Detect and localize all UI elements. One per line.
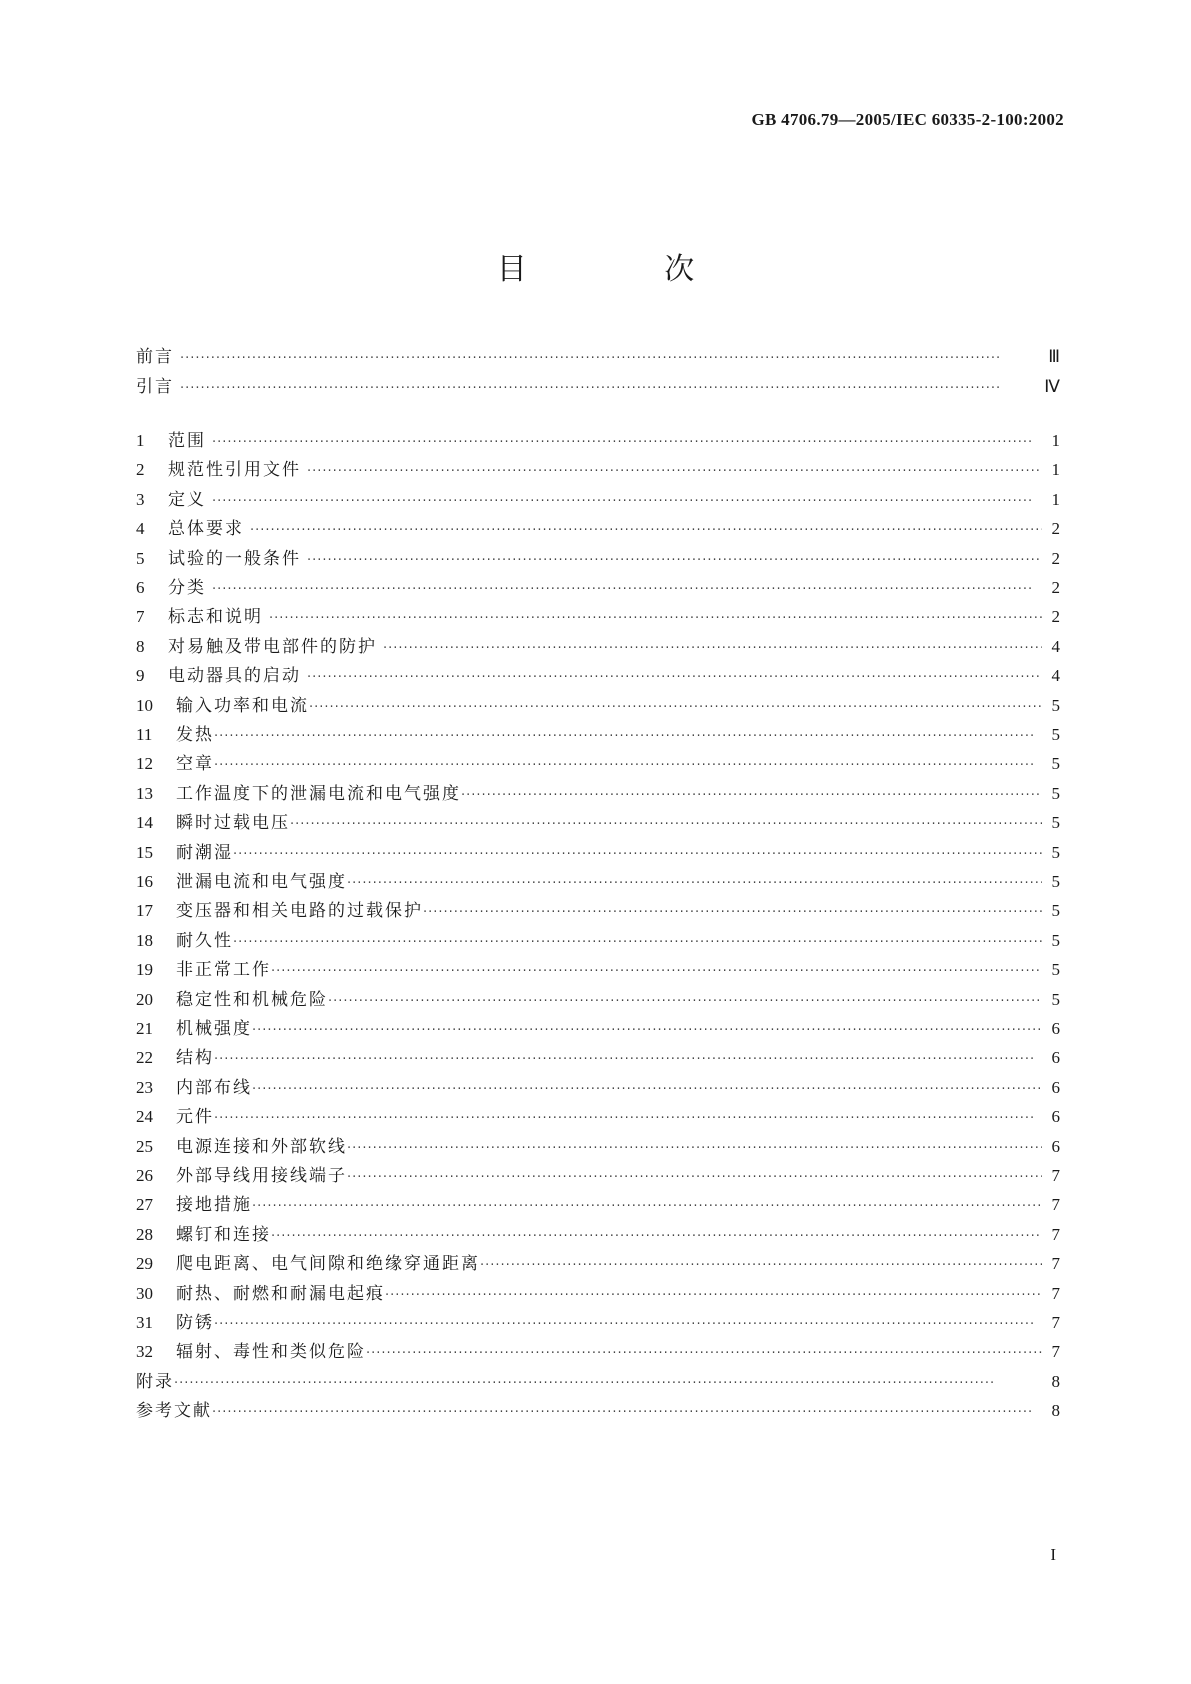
toc-entry-page: 2	[1051, 519, 1060, 539]
standard-code-header: GB 4706.79—2005/IEC 60335-2-100:2002	[751, 110, 1064, 129]
dot-leader	[250, 516, 1042, 546]
toc-entry-label: 瞬时过载电压	[176, 813, 290, 834]
toc-entry-label: 分类	[168, 578, 206, 598]
dot-leader	[347, 1134, 1042, 1164]
toc-chapter-item[interactable]	[136, 661, 1060, 691]
toc-chapter-item[interactable]	[136, 573, 1060, 603]
dot-leader	[307, 457, 1042, 487]
toc-entry-label: 接地措施	[176, 1195, 252, 1216]
toc-chapter-item[interactable]	[136, 808, 1060, 838]
toc-entry-label: 辐射、毒性和类似危险	[176, 1342, 366, 1363]
toc-entry-label: 标志和说明	[168, 607, 263, 628]
toc-chapter-item[interactable]	[136, 926, 1060, 956]
toc-entry-label: 耐久性	[176, 930, 233, 951]
dot-leader	[423, 898, 1042, 928]
toc-entry-page: 5	[1051, 930, 1060, 950]
toc-chapter-item[interactable]	[136, 602, 1060, 632]
toc-entry-page: 5	[1051, 872, 1060, 891]
dot-leader	[307, 546, 1042, 576]
dot-leader	[252, 1016, 1042, 1046]
toc-entry-label: 参考文献	[136, 1401, 212, 1422]
toc-entry-number: 18	[136, 930, 153, 950]
toc-chapter-item[interactable]	[136, 632, 1060, 662]
toc-entry-label: 稳定性和机械危险	[176, 989, 328, 1010]
toc-entry-page: 7	[1051, 1313, 1060, 1332]
toc-entry-number: 6	[136, 578, 145, 597]
toc-entry-number: 23	[136, 1077, 153, 1097]
toc-entry-label: 范围	[168, 431, 206, 451]
dot-leader	[212, 428, 1042, 458]
dot-leader	[328, 987, 1042, 1017]
toc-entry-number: 28	[136, 1224, 153, 1244]
toc-entry-number: 13	[136, 783, 153, 803]
toc-entry-page: 7	[1051, 1166, 1060, 1185]
toc-chapter-item[interactable]	[136, 1043, 1060, 1073]
toc-entry-number: 12	[136, 754, 153, 774]
toc-entry-page: 5	[1051, 989, 1060, 1009]
toc-entry-number: 32	[136, 1342, 153, 1362]
toc-entry-page: 6	[1051, 1019, 1060, 1038]
toc-entry-label: 输入功率和电流	[176, 695, 309, 716]
toc-entry-label: 机械强度	[176, 1019, 252, 1039]
toc-chapter-item[interactable]	[136, 691, 1060, 721]
toc-chapter-item[interactable]	[136, 779, 1060, 809]
toc-entry-label: 附录	[136, 1371, 174, 1392]
toc-entry-label: 爬电距离、电气间隙和绝缘穿通距离	[176, 1254, 480, 1275]
toc-chapter-item[interactable]	[136, 426, 1060, 456]
toc-entry-page: 5	[1051, 783, 1060, 803]
dot-leader	[307, 663, 1042, 693]
toc-entry-label: 总体要求	[168, 519, 244, 540]
dot-leader	[290, 810, 1042, 840]
toc-entry-page: 1	[1051, 489, 1060, 509]
toc-entry-page: 5	[1051, 754, 1060, 774]
toc-chapter-item[interactable]	[136, 1308, 1060, 1338]
toc-entry-number: 10	[136, 695, 153, 715]
toc-entry-page: 5	[1051, 813, 1060, 833]
toc-chapter-item[interactable]	[136, 1102, 1060, 1132]
toc-entry-label: 外部导线用接线端子	[176, 1166, 347, 1186]
toc-entry-number: 27	[136, 1195, 153, 1215]
toc-entry-label: 对易触及带电部件的防护	[168, 636, 377, 657]
toc-chapter-item[interactable]	[136, 1337, 1060, 1367]
toc-chapter-item[interactable]	[136, 1161, 1060, 1191]
toc-entry-number: 30	[136, 1283, 153, 1303]
dot-leader	[271, 1222, 1042, 1252]
toc-entry-page: 1	[1051, 431, 1060, 450]
toc-chapter-item[interactable]	[136, 1190, 1060, 1220]
toc-entry-number: 1	[136, 431, 145, 450]
dot-leader	[233, 840, 1042, 870]
dot-leader	[212, 575, 1042, 605]
toc-chapter-item[interactable]	[136, 485, 1060, 515]
toc-entry-page: 7	[1051, 1342, 1060, 1362]
toc-entry-page: 4	[1051, 636, 1060, 656]
toc-chapter-item[interactable]	[136, 838, 1060, 868]
toc-entry-page: 7	[1051, 1283, 1060, 1303]
dot-leader	[212, 487, 1042, 517]
toc-entry-number: 29	[136, 1254, 153, 1274]
dot-leader	[180, 374, 1040, 404]
toc-entry-label: 防锈	[176, 1313, 214, 1333]
toc-back-matter-item[interactable]	[136, 1367, 1060, 1397]
toc-entry-number: 9	[136, 666, 145, 686]
toc-entry-page: 5	[1051, 960, 1060, 980]
toc-entry-label: 变压器和相关电路的过载保护	[176, 901, 423, 922]
toc-entry-label: 发热	[176, 725, 214, 745]
toc-chapter-item[interactable]	[136, 955, 1060, 985]
toc-chapter-item[interactable]	[136, 749, 1060, 779]
toc-entry-page: 2	[1051, 578, 1060, 597]
dot-leader	[252, 1075, 1042, 1105]
toc-entry-number: 7	[136, 607, 145, 627]
toc-chapter-item[interactable]	[136, 1014, 1060, 1044]
toc-chapter-item[interactable]	[136, 1073, 1060, 1103]
dot-leader	[309, 693, 1042, 723]
toc-entry-number: 20	[136, 989, 153, 1009]
toc-entry-number: 31	[136, 1313, 153, 1332]
toc-entry-label: 耐潮湿	[176, 842, 233, 863]
dot-leader	[233, 928, 1042, 958]
toc-entry-number: 19	[136, 960, 153, 980]
toc-entry-label: 规范性引用文件	[168, 460, 301, 481]
toc-entry-page: 6	[1051, 1107, 1060, 1127]
dot-leader	[271, 957, 1042, 987]
toc-entry-number: 26	[136, 1166, 153, 1185]
dot-leader	[214, 1045, 1042, 1075]
toc-entry-label: 电动器具的启动	[168, 666, 301, 687]
dot-leader	[214, 722, 1042, 752]
toc-entry-page: 7	[1051, 1224, 1060, 1244]
toc-entry-label: 非正常工作	[176, 960, 271, 981]
toc-chapter-item[interactable]	[136, 720, 1060, 750]
dot-leader	[347, 869, 1042, 899]
toc-chapter-item[interactable]	[136, 896, 1060, 926]
toc-front-matter-item[interactable]	[136, 372, 1060, 402]
toc-entry-label: 工作温度下的泄漏电流和电气强度	[176, 783, 461, 804]
dot-leader	[269, 604, 1042, 634]
toc-entry-page: 5	[1051, 695, 1060, 715]
dot-leader	[214, 1310, 1042, 1340]
toc-entry-page: 4	[1051, 666, 1060, 686]
dot-leader	[383, 634, 1042, 664]
toc-entry-number: 25	[136, 1136, 153, 1156]
toc-entry-number: 3	[136, 489, 145, 509]
toc-entry-number: 22	[136, 1048, 153, 1068]
toc-chapter-item[interactable]	[136, 985, 1060, 1015]
toc-entry-number: 5	[136, 548, 145, 568]
toc-entry-page: 1	[1051, 460, 1060, 480]
toc-entry-label: 泄漏电流和电气强度	[176, 872, 347, 892]
toc-entry-label: 试验的一般条件	[168, 548, 301, 569]
toc-entry-page: 8	[1051, 1371, 1060, 1391]
toc-entry-page: 2	[1051, 607, 1060, 627]
dot-leader	[252, 1192, 1042, 1222]
toc-entry-page: Ⅳ	[1044, 377, 1060, 396]
toc-entry-page: 5	[1051, 901, 1060, 921]
toc-entry-page: 5	[1051, 725, 1060, 744]
toc-chapter-item[interactable]	[136, 1132, 1060, 1162]
toc-entry-label: 结构	[176, 1048, 214, 1069]
toc-entry-number: 21	[136, 1019, 153, 1038]
toc-entry-page: 7	[1051, 1254, 1060, 1274]
toc-entry-label: 耐热、耐燃和耐漏电起痕	[176, 1283, 385, 1304]
toc-entry-label: 空章	[176, 754, 214, 775]
toc-entry-page: 5	[1051, 842, 1060, 862]
toc-chapter-item[interactable]	[136, 1220, 1060, 1250]
toc-entry-label: 螺钉和连接	[176, 1224, 271, 1245]
dot-leader	[366, 1339, 1042, 1369]
toc-entry-label: 定义	[168, 489, 206, 510]
toc-chapter-item[interactable]	[136, 514, 1060, 544]
toc-chapter-item[interactable]	[136, 544, 1060, 574]
toc-entry-page: 6	[1051, 1077, 1060, 1097]
dot-leader	[347, 1163, 1042, 1193]
toc-entry-page: 8	[1051, 1401, 1060, 1421]
dot-leader	[461, 781, 1042, 811]
toc-entry-number: 14	[136, 813, 153, 833]
dot-leader	[174, 1369, 1042, 1399]
toc-entry-number: 11	[136, 725, 153, 744]
footer-page-number: I	[1050, 1545, 1056, 1564]
toc-entry-page: 7	[1051, 1195, 1060, 1215]
toc-entry-page: 2	[1051, 548, 1060, 568]
toc-entry-label: 元件	[176, 1107, 214, 1128]
dot-leader	[214, 1104, 1042, 1134]
dot-leader	[385, 1281, 1042, 1311]
toc-chapter-item[interactable]	[136, 1279, 1060, 1309]
dot-leader	[180, 344, 1042, 374]
toc-chapter-item[interactable]	[136, 1249, 1060, 1279]
toc-entry-number: 2	[136, 460, 145, 480]
toc-entry-label: 引言	[136, 377, 174, 397]
toc-entry-number: 24	[136, 1107, 153, 1127]
toc-entry-label: 前言	[136, 347, 174, 367]
toc-entry-page: Ⅲ	[1048, 347, 1060, 366]
toc-entry-label: 内部布线	[176, 1077, 252, 1098]
toc-entry-number: 16	[136, 872, 153, 891]
toc-title: 目 次	[496, 252, 759, 287]
dot-leader	[480, 1251, 1042, 1281]
toc-entry-label: 电源连接和外部软线	[176, 1136, 347, 1157]
toc-chapter-item[interactable]	[136, 867, 1060, 897]
toc-entry-number: 4	[136, 519, 145, 539]
dot-leader	[212, 1398, 1042, 1428]
dot-leader	[214, 751, 1042, 781]
toc-entry-page: 6	[1051, 1048, 1060, 1068]
toc-entry-number: 15	[136, 842, 153, 862]
toc-back-matter-item[interactable]	[136, 1396, 1060, 1426]
toc-entry-number: 8	[136, 636, 145, 656]
toc-chapter-item[interactable]	[136, 455, 1060, 485]
toc-front-matter-item[interactable]	[136, 342, 1060, 372]
toc-entry-number: 17	[136, 901, 153, 921]
toc-entry-page: 6	[1051, 1136, 1060, 1156]
